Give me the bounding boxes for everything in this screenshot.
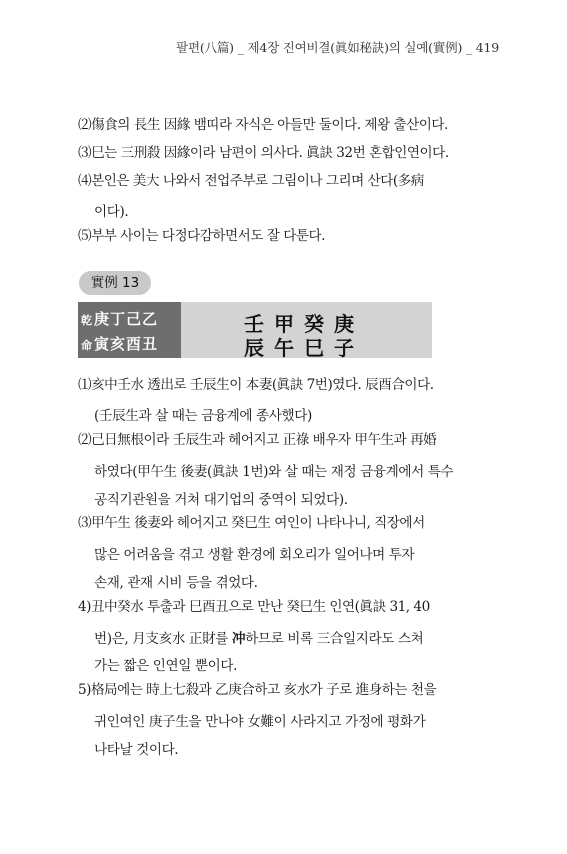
list-item: ⑸부부 사이는 다정다감하면서도 잘 다툰다. — [78, 228, 325, 244]
emphasis-char: 冲 — [231, 631, 246, 647]
list-item: ⑶甲午生 後妻와 헤어지고 癸巳生 여인이 나타나니, 직장에서 — [78, 515, 425, 531]
list-item-continuation: 나타날 것이다. — [94, 742, 179, 758]
list-item: 5)格局에는 時上七殺과 乙庚合하고 亥水가 子로 進身하는 천을 — [78, 682, 437, 698]
saju-chars: 庚丁己乙 — [94, 310, 159, 328]
list-item: ⑶巳는 三刑殺 因緣이라 남편이 의사다. 眞訣 32번 혼합인연이다. — [78, 145, 449, 161]
saju-row-2 — [81, 333, 158, 354]
list-item: ⑵己日無根이라 壬辰生과 헤어지고 正祿 배우자 甲午生과 再婚 — [78, 432, 437, 448]
saju-left-panel — [78, 302, 181, 358]
list-item-continuation: 가는 짧은 인연일 뿐이다. — [94, 658, 237, 674]
running-header: 팔편(八篇) _ 제4장 진여비결(眞如秘訣)의 실예(實例) _ 419 — [176, 40, 499, 55]
list-item-continuation: 이다). — [94, 204, 129, 220]
saju-tag: 命 — [81, 339, 93, 352]
saju-chars: 寅亥酉丑 — [94, 335, 159, 353]
list-item-continuation — [94, 627, 423, 647]
saju-row-1 — [81, 308, 158, 329]
example-badge: 實例 13 — [79, 271, 151, 295]
saju-right-row-2: 辰午巳子 — [244, 336, 364, 360]
list-item-continuation: 귀인여인 庚子生을 만나야 女難이 사라지고 가정에 평화가 — [94, 714, 426, 730]
list-item: ⑵傷食의 長生 因緣 뱀띠라 자식은 아들만 둘이다. 제왕 출산이다. — [78, 117, 448, 133]
saju-right-row-1: 壬甲癸庚 — [244, 312, 364, 336]
list-item: 4)丑中癸水 투출과 巳酉丑으로 만난 癸巳生 인연(眞訣 31, 40 — [78, 599, 430, 615]
saju-tag: 乾 — [81, 314, 93, 327]
list-item-continuation: 공직기관원을 거쳐 대기업의 중역이 되었다). — [94, 492, 348, 508]
text-segment: 하므로 비록 三合일지라도 스쳐 — [245, 631, 424, 647]
list-item: ⑷본인은 美大 나와서 전업주부로 그림이나 그리며 산다(多病 — [78, 173, 424, 189]
list-item-continuation: (壬辰生과 살 때는 금융계에 종사했다) — [94, 408, 312, 424]
list-item-continuation: 하였다(甲午生 後妻(眞訣 1번)와 살 때는 재정 금융계에서 특수 — [94, 464, 454, 480]
text-segment: 번)은, 月支亥水 正財를 — [94, 631, 232, 647]
list-item-continuation: 많은 어려움을 겪고 생활 환경에 회오리가 일어나며 투자 — [94, 547, 415, 563]
list-item-continuation: 손재, 관재 시비 등을 겪었다. — [94, 575, 258, 591]
saju-chart — [78, 302, 432, 358]
list-item: ⑴亥中壬水 透出로 壬辰生이 本妻(眞訣 7번)였다. 辰酉合이다. — [78, 377, 434, 393]
